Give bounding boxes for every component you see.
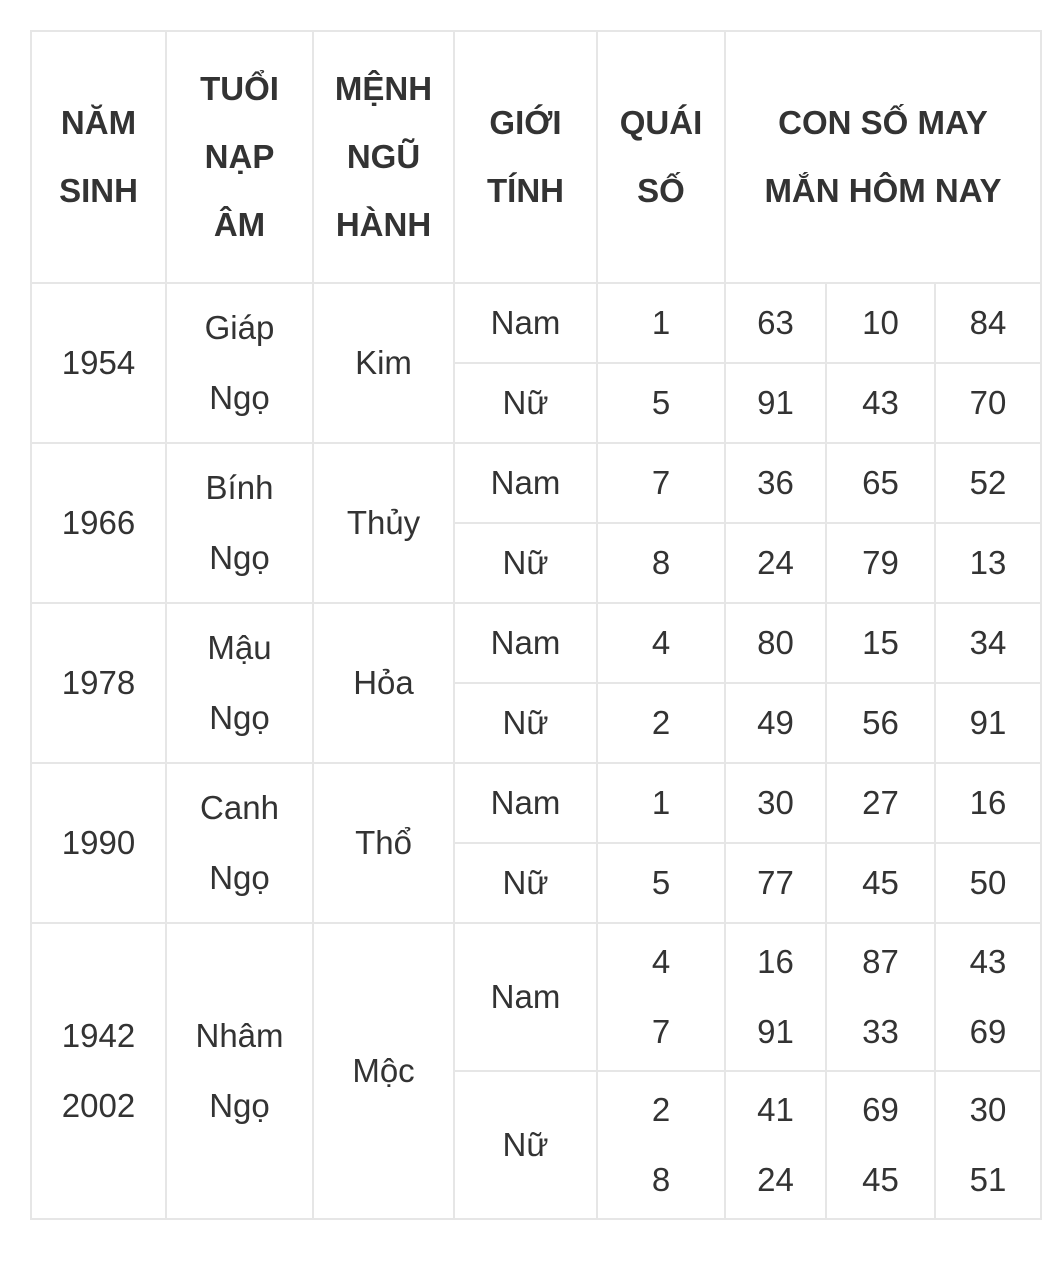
quai-so-cell: 7 — [597, 443, 725, 523]
lucky-number-cell: 79 — [826, 523, 935, 603]
lucky-number-cell: 49 — [725, 683, 826, 763]
nap-am-cell: Bính Ngọ — [166, 443, 313, 603]
lucky-number-cell: 70 — [935, 363, 1041, 443]
lucky-number-cell: 15 — [826, 603, 935, 683]
header-gioi-tinh: GIỚI TÍNH — [454, 31, 597, 283]
gender-cell: Nữ — [454, 523, 597, 603]
lucky-number-cell: 56 — [826, 683, 935, 763]
lucky-number-cell: 41 24 — [725, 1071, 826, 1219]
table-row — [31, 763, 1041, 843]
menh-cell: Thủy — [313, 443, 454, 603]
nap-am-cell: Canh Ngọ — [166, 763, 313, 923]
table-row — [31, 603, 1041, 683]
quai-so-cell: 1 — [597, 283, 725, 363]
gender-cell: Nữ — [454, 683, 597, 763]
lucky-number-cell: 69 45 — [826, 1071, 935, 1219]
table-row — [31, 283, 1041, 363]
year-cell: 1978 — [31, 603, 166, 763]
lucky-number-cell: 43 69 — [935, 923, 1041, 1071]
lucky-number-cell: 91 — [725, 363, 826, 443]
nap-am-cell: Giáp Ngọ — [166, 283, 313, 443]
header-row — [31, 31, 1041, 283]
menh-cell: Mộc — [313, 923, 454, 1219]
quai-so-cell: 5 — [597, 843, 725, 923]
gender-cell: Nữ — [454, 1071, 597, 1219]
header-menh-ngu-hanh: MỆNH NGŨ HÀNH — [313, 31, 454, 283]
gender-cell: Nữ — [454, 363, 597, 443]
lucky-number-table — [30, 30, 1042, 1220]
year-cell: 1966 — [31, 443, 166, 603]
lucky-number-cell: 34 — [935, 603, 1041, 683]
quai-so-cell: 1 — [597, 763, 725, 843]
lucky-number-cell: 87 33 — [826, 923, 935, 1071]
lucky-number-cell: 16 91 — [725, 923, 826, 1071]
lucky-number-cell: 84 — [935, 283, 1041, 363]
header-tuoi-nap-am: TUỔI NẠP ÂM — [166, 31, 313, 283]
table-body — [31, 283, 1041, 1219]
menh-cell: Kim — [313, 283, 454, 443]
gender-cell: Nam — [454, 603, 597, 683]
lucky-number-cell: 52 — [935, 443, 1041, 523]
quai-so-cell: 5 — [597, 363, 725, 443]
year-cell: 1954 — [31, 283, 166, 443]
quai-so-cell: 2 — [597, 683, 725, 763]
nap-am-cell: Nhâm Ngọ — [166, 923, 313, 1219]
year-cell: 1942 2002 — [31, 923, 166, 1219]
lucky-number-cell: 24 — [725, 523, 826, 603]
quai-so-cell: 2 8 — [597, 1071, 725, 1219]
lucky-number-cell: 77 — [725, 843, 826, 923]
lucky-number-cell: 50 — [935, 843, 1041, 923]
quai-so-cell: 4 — [597, 603, 725, 683]
lucky-number-cell: 80 — [725, 603, 826, 683]
nap-am-cell: Mậu Ngọ — [166, 603, 313, 763]
table-row — [31, 443, 1041, 523]
lucky-number-cell: 27 — [826, 763, 935, 843]
quai-so-cell: 8 — [597, 523, 725, 603]
header-nam-sinh: NĂM SINH — [31, 31, 166, 283]
lucky-number-cell: 13 — [935, 523, 1041, 603]
header-quai-so: QUÁI SỐ — [597, 31, 725, 283]
lucky-number-cell: 30 — [725, 763, 826, 843]
lucky-number-cell: 43 — [826, 363, 935, 443]
gender-cell: Nam — [454, 763, 597, 843]
gender-cell: Nam — [454, 283, 597, 363]
gender-cell: Nam — [454, 923, 597, 1071]
lucky-number-cell: 10 — [826, 283, 935, 363]
menh-cell: Hỏa — [313, 603, 454, 763]
year-cell: 1990 — [31, 763, 166, 923]
lucky-number-cell: 30 51 — [935, 1071, 1041, 1219]
lucky-number-cell: 36 — [725, 443, 826, 523]
menh-cell: Thổ — [313, 763, 454, 923]
lucky-number-cell: 45 — [826, 843, 935, 923]
lucky-number-cell: 91 — [935, 683, 1041, 763]
lucky-number-cell: 65 — [826, 443, 935, 523]
lucky-number-cell: 63 — [725, 283, 826, 363]
lucky-number-cell: 16 — [935, 763, 1041, 843]
table-row — [31, 923, 1041, 1071]
quai-so-cell: 4 7 — [597, 923, 725, 1071]
gender-cell: Nam — [454, 443, 597, 523]
header-con-so-may-man: CON SỐ MAY MẮN HÔM NAY — [725, 31, 1041, 283]
gender-cell: Nữ — [454, 843, 597, 923]
